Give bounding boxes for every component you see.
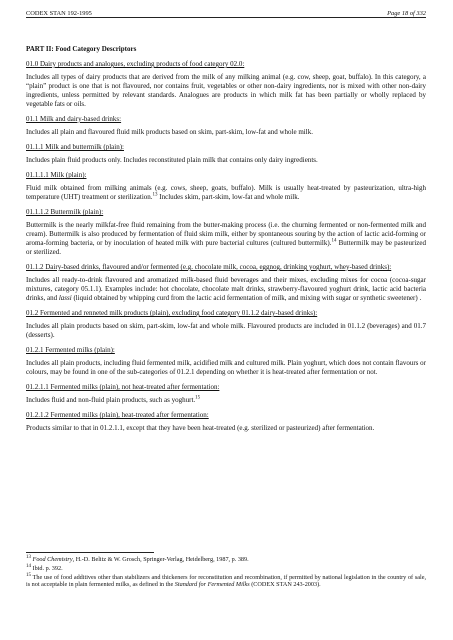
section-text-01-1-1-2 (26, 221, 426, 257)
section-text-01-1: Includes all plain and flavoured fluid milk products based on skim, part-skim, low-fat and whole milk. (26, 128, 313, 136)
footnote-number: 14 (26, 563, 31, 569)
footnote-ref-14: 14 (331, 238, 337, 244)
text-part: Includes fluid and non-fluid plain products, such as yoghurt. (26, 396, 196, 404)
section-heading-01-2-1-2: 01.2.1.2 Fermented milks (plain), heat-treated after fermentation: (26, 411, 209, 419)
section-text-01-1-1-1 (26, 184, 426, 202)
section-text-01-2-1-1 (26, 396, 426, 405)
footnote-15 (26, 574, 426, 590)
section-text-01-1-2 (26, 276, 426, 303)
section-text-01-2-1: Includes all plain products, including fluid fermented milk, acidified milk and cultured milk. Plain yoghurt, which does not contain flavours or colours, may be found in one of the sub-categories of 01.2.1 depending on whether it is heat-treated after fermentation or not. (26, 359, 426, 376)
footnote-text: Ibid. p. 392. (32, 564, 63, 572)
section-heading-01-0: 01.0 Dairy products and analogues, excluding products of food category 02.0: (26, 60, 245, 68)
section-heading-01-2-1-1: 01.2.1.1 Fermented milks (plain), not heat-treated after fermentation: (26, 383, 220, 391)
footnote-number: 13 (26, 554, 31, 560)
section-text-01-1-1: Includes plain fluid products only. Includes reconstituted plain milk that contains only dairy ingredients. (26, 156, 318, 164)
italic-term: lassi (58, 294, 72, 302)
footnote-ref-15: 15 (195, 395, 201, 401)
text-part: (liquid obtained by whipping curd from the lactic acid fermentation of milk, and mixing with sugar or synthetic sweetener) . (71, 294, 422, 302)
text-part: Includes all ready-to-drink flavoured and aromatized milk-based fluid beverages and their mixes, excluding mixes for cocoa (cocoa-sugar mixtures, category 05.1.1). Examples include: hot chocolate, chocolate malt drinks, strawberry-flavoured yoghurt drink, lactic acid bacteria drinks, and (26, 276, 426, 302)
footnote-text: The use of food additives other than stabilizers and thickeners for reconstitution and recombination, if permitted by national legislation in the country of sale, is not acceptable in plain fermented milks, as defined in the (26, 573, 426, 589)
header-rule (26, 17, 426, 18)
section-heading-01-2: 01.2 Fermented and renneted milk products (plain), excluding food category 01.1.2 dairy-based drinks): (26, 309, 318, 317)
text-part: Fluid milk obtained from milking animals (e.g. cows, sheep, goats, buffalo). Milk is usually heat-treated by pasteurization, ultra-high temperature (UHT) treatment or sterilization. (26, 184, 426, 201)
section-heading-01-1: 01.1 Milk and dairy-based drinks: (26, 115, 122, 123)
document-body (26, 45, 426, 439)
text-part: Includes skim, part-skim, low-fat and whole milk. (157, 193, 300, 201)
page-header (26, 6, 426, 22)
section-heading-01-2-1: 01.2.1 Fermented milks (plain): (26, 346, 115, 354)
section-text-01-0: Includes all types of dairy products that are derived from the milk of any milking animal (e.g. cow, sheep, goat, buffalo). In this category, a “plain” product is one that is not flavoured, nor contains fruit, vegetables or other non-dairy ingredients, nor is mixed with other non-dairy ingredients, unless permitted by relevant standards. Analogues are products in which milk fat has been partially or wholly replaced by vegetable fats or oils. (26, 73, 426, 108)
footnote-13 (26, 556, 426, 564)
header-page-number: Page 18 of 332 (387, 10, 426, 17)
footnote-ref-13: 13 (152, 192, 158, 198)
footnote-14 (26, 565, 426, 573)
text-part: Buttermilk is the nearly milkfat-free fluid remaining from the butter-making process (i.e. the churning fermented or non-fermented milk and cream). Buttermilk is also produced by fermentation of fluid skim milk, either by spontaneous souring by the action of lactic acid-forming or aroma-forming bacteria, or by inoculation of heated milk with pure bacterial cultures (cultured buttermilk). (26, 221, 426, 247)
part-title: PART II: Food Category Descriptors (26, 45, 137, 53)
section-text-01-2-1-2: Products similar to that in 01.2.1.1, except that they have been heat-treated (e.g. sterilized or pasteurized) after fermentation. (26, 424, 375, 432)
section-heading-01-1-2: 01.1.2 Dairy-based drinks, flavoured and/or fermented (e.g. chocolate milk, cocoa, eggnog, drinking yoghurt, whey-based drinks): (26, 263, 392, 271)
section-text-01-2: Includes all plain products based on skim, part-skim, low-fat and whole milk. Flavoured products are included in 01.1.2 (beverages) and 01.7 (desserts). (26, 322, 426, 339)
section-heading-01-1-1-1: 01.1.1.1 Milk (plain): (26, 171, 87, 179)
section-heading-01-1-1: 01.1.1 Milk and buttermilk (plain): (26, 143, 124, 151)
footnote-standard-title: Standard for Fermented Milks (174, 581, 250, 589)
section-heading-01-1-1-2: 01.1.1.2 Buttermilk (plain): (26, 208, 104, 216)
text-part: Buttermilk may be pasteurized or sterilized. (26, 239, 426, 256)
footnote-number: 15 (26, 572, 31, 578)
footnote-rule (26, 552, 154, 553)
footnote-text: , H.-D. Belitz & W. Grosch, Springer-Verlag, Heidelberg, 1987, p. 389. (72, 556, 249, 563)
header-standard-id: CODEX STAN 192-1995 (26, 10, 92, 17)
footnote-text: (CODEX STAN 243-2003). (249, 581, 321, 589)
footnotes (26, 556, 426, 590)
footnote-book-title: Food Chemistry (32, 556, 73, 563)
